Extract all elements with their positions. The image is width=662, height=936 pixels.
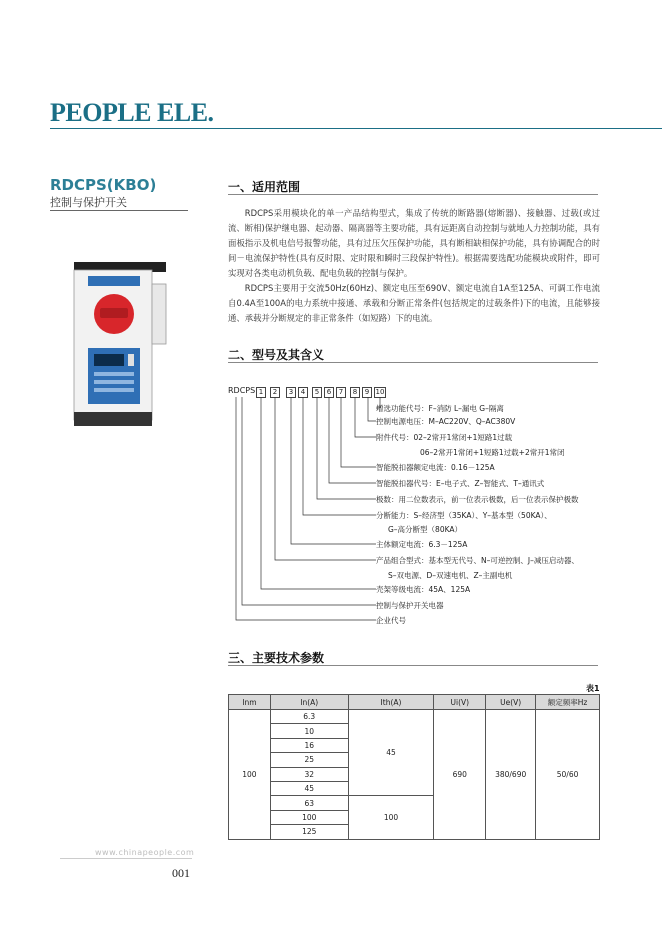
product-name: 控制与保护开关 — [50, 196, 127, 209]
spec-table — [228, 694, 600, 840]
cell-freq: 50/60 — [536, 710, 600, 840]
model-digit: 3 — [286, 387, 296, 398]
product-code: RDCPS(KBO) — [50, 176, 157, 194]
cell-ith: 45 — [348, 710, 434, 796]
model-digit: 2 — [270, 387, 280, 398]
model-label-accessory: 附件代号：02–2常开1常闭+1短路1过载 — [376, 433, 513, 442]
col-header: Inm — [229, 695, 271, 710]
cell-ui: 690 — [434, 710, 486, 840]
model-label-company: 企业代号 — [376, 616, 406, 625]
model-digit: 9 — [362, 387, 372, 398]
model-label-main-current: 主体额定电流：6.3－125A — [376, 540, 468, 549]
model-label-accessory-2: 06–2常开1常闭+1短路1过载+2常开1常闭 — [420, 448, 565, 457]
table-header-row — [229, 695, 600, 710]
model-label-combination-2: S–双电源、D–双速电机、Z–主副电机 — [388, 571, 513, 580]
cell-in: 32 — [270, 767, 348, 781]
footer-divider — [60, 858, 192, 859]
section-2-divider — [228, 362, 598, 363]
model-label-breaking: 分断能力：S–经济型（35KA）、Y–基本型（50KA）、 — [376, 511, 552, 520]
model-label-trip-type: 智能脱扣器代号：E–电子式、Z–智能式、T–通讯式 — [376, 479, 545, 488]
cell-in: 100 — [270, 810, 348, 824]
footer-website: www.chinapeople.com — [95, 848, 195, 857]
col-header: Ue(V) — [486, 695, 536, 710]
model-digit: 5 — [312, 387, 322, 398]
model-label-device: 控制与保护开关电器 — [376, 601, 444, 610]
model-digit: 4 — [298, 387, 308, 398]
model-label-function: 增选功能代号：F–消防 L–漏电 G–隔离 — [376, 404, 504, 413]
cell-ue: 380/690 — [486, 710, 536, 840]
col-header: In(A) — [270, 695, 348, 710]
model-digit: 1 — [256, 387, 266, 398]
table-caption: 表1 — [586, 684, 600, 693]
col-header: Ith(A) — [348, 695, 434, 710]
model-digit: 6 — [324, 387, 334, 398]
product-divider — [50, 210, 188, 211]
section-1-body — [228, 206, 600, 326]
section-1-divider — [228, 194, 598, 195]
section-1-paragraph-2: RDCPS主要用于交流50Hz(60Hz)、额定电压至690V、额定电流自1A至125A、可调工作电流自0.4A至100A的电力系统中接通、承载和分断正常条件(包括规定的过载条件)下的电流，且能够接通、承载并分断规定的非正常条件（如短路）下的电流。 — [228, 283, 600, 323]
cell-in: 6.3 — [270, 710, 348, 724]
cell-in: 25 — [270, 753, 348, 767]
model-digit: 7 — [336, 387, 346, 398]
model-code-diagram — [228, 386, 608, 626]
cell-in: 45 — [270, 781, 348, 795]
table-row — [229, 710, 600, 724]
section-2-title: 二、型号及其含义 — [228, 348, 325, 362]
model-label-breaking-2: G–高分断型（80KA） — [388, 525, 463, 534]
model-label-trip-current: 智能脱扣器额定电流：0.16－125A — [376, 463, 495, 472]
model-prefix: RDCPS — [228, 386, 256, 395]
cell-in: 63 — [270, 796, 348, 810]
brand-title: PEOPLE ELE. — [50, 98, 214, 127]
model-label-combination: 产品组合型式：基本型无代号、N–可逆控制、J–减压启动器、 — [376, 556, 579, 565]
section-1-paragraph-1: RDCPS采用模块化的单一产品结构型式，集成了传统的断路器(熔断器)、接触器、过载(或过流、断相)保护继电器、起动器、隔离器等主要功能，具有远距离自动控制与就地人力控制功能，具有面板指示及机电信号报警功能，具有过压欠压保护功能，具有断相缺相保护功能，具有协调配合的时间－电流保护特性(具有反时限、定时限和瞬时三段保护特性)。根据需要选配功能模块或附件，即可实现对各类电动机负载、配电负载的控制与保护。 — [228, 208, 600, 278]
cell-in: 10 — [270, 724, 348, 738]
device-illustration — [70, 262, 170, 432]
section-3-divider — [228, 665, 598, 666]
section-1-title: 一、适用范围 — [228, 180, 301, 194]
model-digit: 8 — [350, 387, 360, 398]
page-number: 001 — [172, 866, 190, 880]
model-label-frame-current: 壳架等级电流：45A、125A — [376, 585, 471, 594]
cell-in: 16 — [270, 738, 348, 752]
brand-divider — [50, 128, 662, 129]
cell-in: 125 — [270, 825, 348, 839]
model-digit: 10 — [375, 388, 385, 396]
model-label-poles: 极数：用二位数表示，前一位表示极数，后一位表示保护极数 — [376, 495, 579, 504]
cell-ith: 100 — [348, 796, 434, 839]
col-header: 额定频率Hz — [536, 695, 600, 710]
cell-inm: 100 — [229, 710, 271, 840]
col-header: Ui(V) — [434, 695, 486, 710]
section-3-title: 三、主要技术参数 — [228, 651, 325, 665]
model-label-voltage: 控制电源电压：M–AC220V、Q–AC380V — [376, 417, 516, 426]
